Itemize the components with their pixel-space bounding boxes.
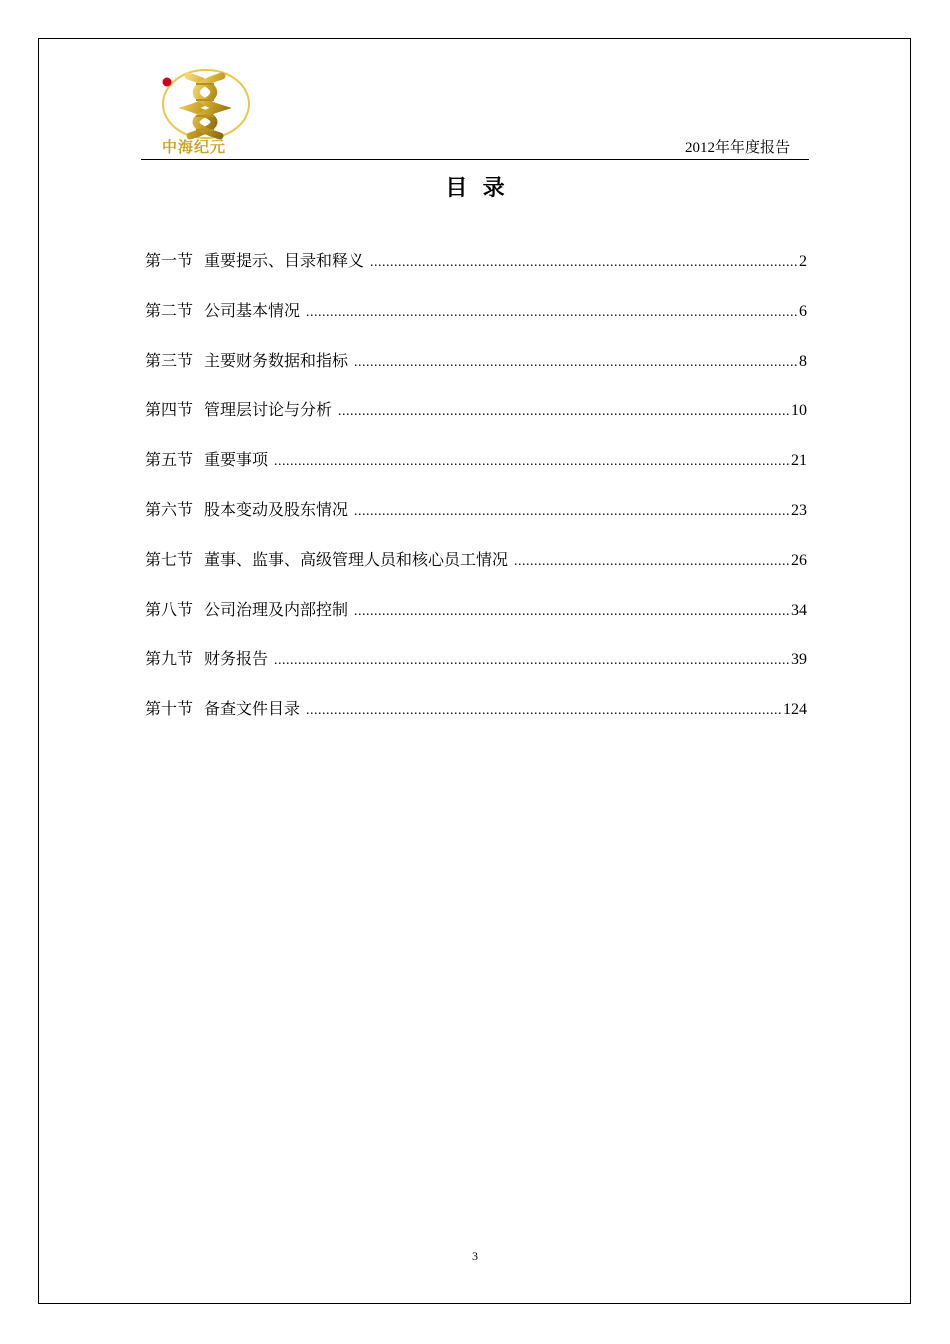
toc-entry[interactable] (145, 397, 807, 447)
company-logo (150, 64, 260, 160)
toc-leader-dots (274, 454, 789, 470)
toc-heading: 管理层讨论与分析 (204, 400, 333, 420)
toc-heading: 重要提示、目录和释义 (204, 251, 365, 270)
dna-logo-icon (150, 64, 260, 160)
toc-page-number: 23 (791, 501, 807, 519)
toc-section: 第二节 (145, 300, 194, 320)
page-number: 3 (472, 1249, 478, 1263)
toc-section: 第十节 (145, 699, 194, 719)
toc-entry[interactable] (145, 447, 807, 497)
toc-leader-dots (354, 355, 797, 371)
table-of-contents (145, 248, 807, 746)
toc-heading: 公司基本情况 (204, 300, 301, 320)
toc-heading: 备查文件目录 (204, 699, 301, 719)
toc-page-number: 39 (791, 651, 807, 669)
toc-leader-dots (306, 305, 797, 321)
toc-page-number: 21 (791, 452, 807, 470)
toc-entry[interactable] (145, 248, 807, 298)
toc-entry[interactable] (145, 696, 807, 746)
toc-page-number: 26 (791, 551, 807, 569)
report-title: 2012年年度报告 (684, 140, 790, 156)
toc-heading: 股本变动及股东情况 (204, 499, 349, 519)
toc-section: 第三节 (145, 350, 194, 370)
toc-entry[interactable] (145, 348, 807, 398)
toc-heading: 主要财务数据和指标 (204, 350, 349, 370)
toc-leader-dots (274, 653, 789, 669)
toc-page-number: 2 (799, 253, 807, 270)
toc-leader-dots (306, 703, 781, 719)
toc-page-number: 124 (783, 701, 807, 719)
toc-leader-dots (514, 554, 789, 570)
toc-section: 第七节 (145, 549, 194, 569)
toc-leader-dots (354, 504, 789, 520)
toc-page-number: 6 (799, 302, 807, 320)
toc-leader-dots (370, 255, 797, 271)
toc-section: 第一节 (145, 251, 194, 270)
toc-section: 第八节 (145, 599, 194, 619)
toc-section: 第四节 (145, 400, 194, 420)
logo-text: 中海纪元 (162, 138, 227, 156)
toc-section: 第九节 (145, 649, 194, 669)
toc-heading: 公司治理及内部控制 (204, 599, 349, 619)
toc-heading: 重要事项 (204, 450, 269, 470)
toc-page-number: 10 (791, 402, 807, 420)
toc-page-number: 34 (791, 601, 807, 619)
toc-page-number: 8 (799, 352, 807, 370)
toc-section: 第五节 (145, 450, 194, 470)
toc-heading: 董事、监事、高级管理人员和核心员工情况 (204, 549, 509, 569)
toc-leader-dots (354, 604, 789, 620)
toc-entry[interactable] (145, 547, 807, 597)
toc-entry[interactable] (145, 646, 807, 696)
toc-entry[interactable] (145, 597, 807, 647)
toc-section: 第六节 (145, 499, 194, 519)
page-title: 目 录 (445, 176, 505, 201)
toc-leader-dots (338, 404, 789, 420)
toc-heading: 财务报告 (204, 649, 269, 669)
toc-entry[interactable] (145, 497, 807, 547)
toc-entry[interactable] (145, 298, 807, 348)
header-rule (141, 159, 809, 160)
